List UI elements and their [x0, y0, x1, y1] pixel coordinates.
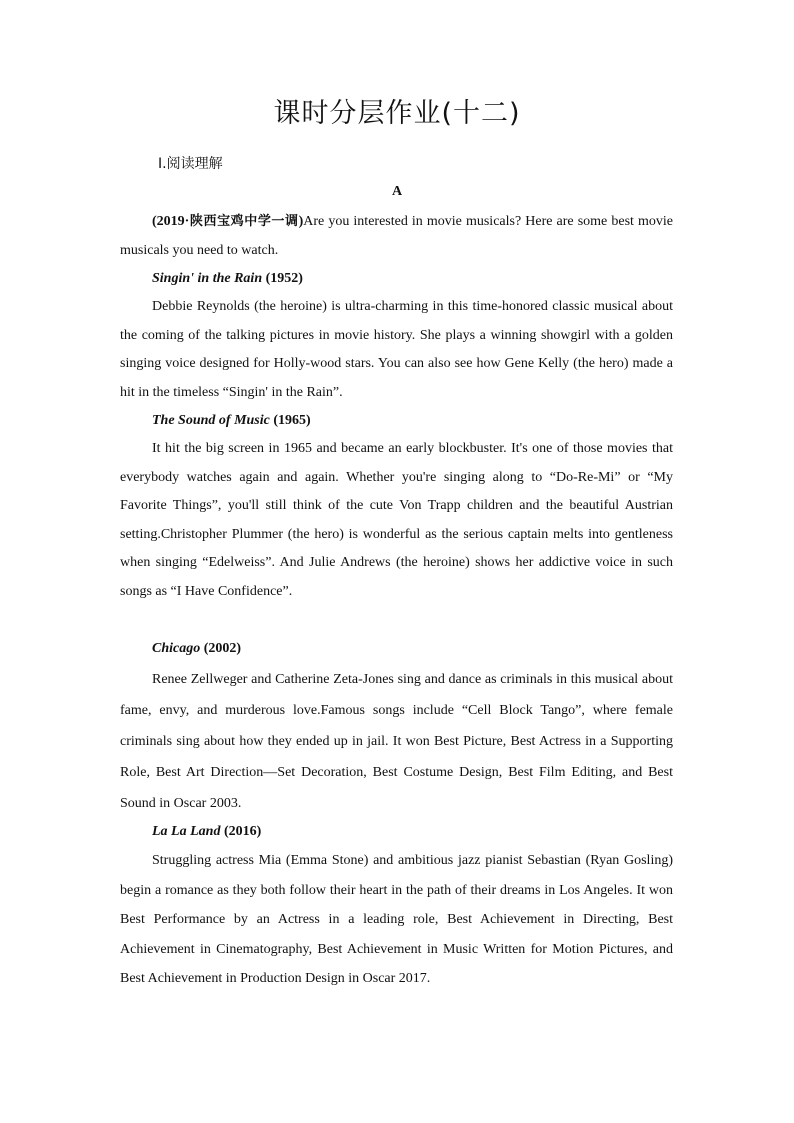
film-heading-sound-of-music: The Sound of Music (1965)	[152, 413, 311, 428]
source-citation: (2019·陕西宝鸡中学一调)	[152, 214, 304, 229]
section-heading: Ⅰ.阅读理解	[158, 156, 223, 172]
film-paragraph-singin: Debbie Reynolds (the heroine) is ultra-charming in this time-honored classic musical about the coming of the talking pictures in movie history. She plays a winning showgirl with a golden singing voice designed for Holly-wood stars. You can also see how Gene Kelly (the hero) made a hit in the timeless “Singin' in the Rain”.	[120, 299, 673, 400]
intro-paragraph	[120, 208, 673, 265]
film-paragraph-sound-of-music: It hit the big screen in 1965 and became an early blockbuster. It's one of those movies that everybody watches again and again. Whether you're singing along to “Do-Re-Mi” or “My Favorite Things”, you'll still think of the cute Von Trapp children and the beautiful Austrian setting.Christopher Plummer (the hero) is wonderful as the serious captain melts into gentleness when singing “Edelweiss”. And Julie Andrews (the heroine) shows her addictive voice in such songs as “I Have Confidence”.	[120, 441, 673, 599]
film-heading-singin: Singin' in the Rain (1952)	[152, 271, 303, 286]
intro-text: Are you interested in movie musicals? Here are some best movie musicals you need to watch.	[120, 214, 673, 258]
page-title: 课时分层作业(十二)	[273, 98, 521, 129]
part-label: A	[391, 184, 403, 199]
film-paragraph-chicago: Renee Zellweger and Catherine Zeta-Jones sing and dance as criminals in this musical about fame, envy, and murderous love.Famous songs include “Cell Block Tango”, where female criminals sing about how they ended up in jail. It won Best Picture, Best Actress in a Supporting Role, Best Art Direction—Set Decoration, Best Costume Design, Best Film Editing, and Best Sound in Oscar 2003.	[120, 672, 673, 811]
film-heading-la-la-land: La La Land (2016)	[152, 824, 262, 839]
film-paragraph-la-la-land: Struggling actress Mia (Emma Stone) and ambitious jazz pianist Sebastian (Ryan Gosling) begin a romance as they both follow their heart in the path of their dreams in Los Angeles. It won Best Performance by an Actress in a leading role, Best Achievement in Directing, Best Achievement in Cinematography, Best Achievement in Music Written for Motion Pictures, and Best Achievement in Production Design in Oscar 2017.	[120, 853, 673, 986]
film-heading-chicago: Chicago (2002)	[152, 641, 242, 656]
